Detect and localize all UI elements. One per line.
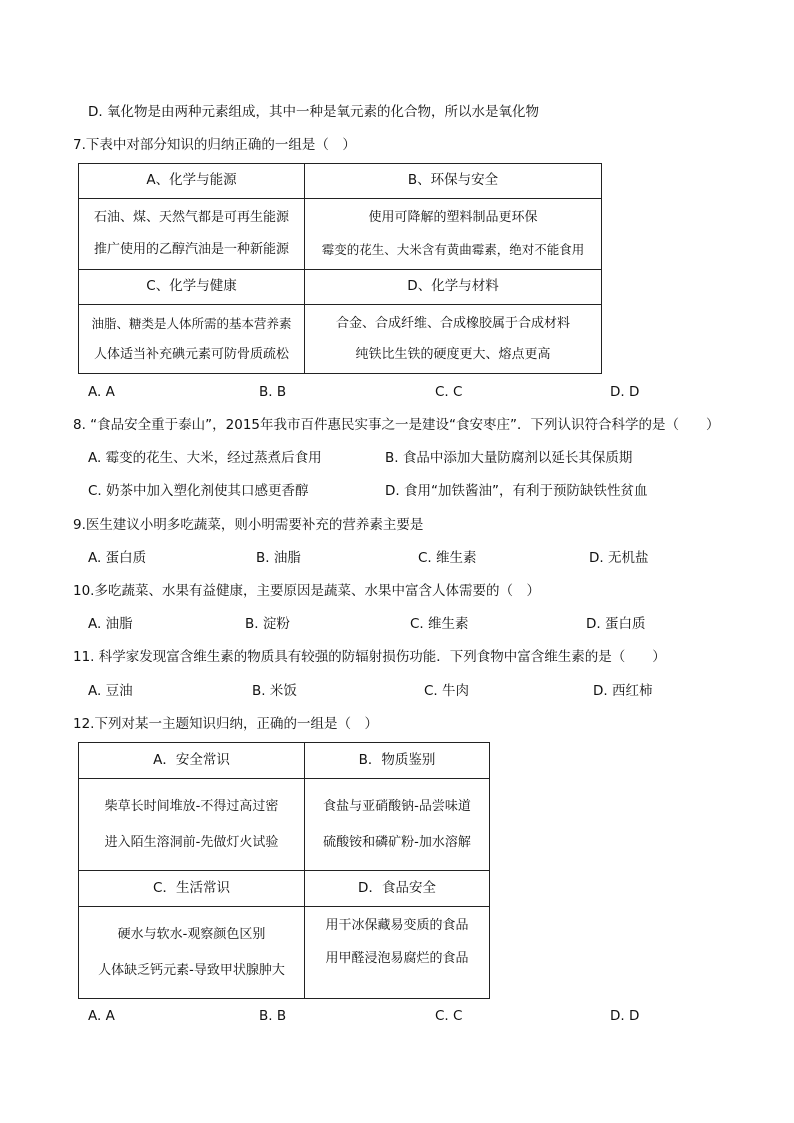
q7-table-a-line-1: 石油、煤、天然气都是可再生能源 [93, 210, 289, 225]
q7-table-c-line-2: 人体适当补充碘元素可防骨质疏松 [93, 347, 289, 362]
q7-table-a-body [79, 199, 305, 270]
q12-table-a-line-2: 进入陌生溶洞前-先做灯火试验 [104, 834, 279, 850]
q7-table-a-line-2: 推广使用的乙醇汽油是一种新能源 [93, 242, 289, 257]
q7-table-b-body [305, 199, 602, 270]
q12-table-d-line-2: 用甲醛浸泡易腐烂的食品 [325, 951, 469, 966]
q11-option-d: D. 西红柿 [593, 683, 653, 699]
q12-table-d-line-1: 用干冰保藏易变质的食品 [325, 918, 469, 933]
q12-table-d-body [305, 907, 490, 999]
q12-option-a: A. A [88, 1008, 115, 1024]
q12-table [78, 742, 490, 999]
q8-option-b: B. 食品中添加大量防腐剂以延长其保质期 [385, 450, 633, 466]
q10-option-d: D. 蛋白质 [586, 616, 646, 632]
q12-table-c-body [79, 907, 305, 999]
q12-table-d-head: D．食品安全 [305, 871, 490, 907]
q9-option-b: B. 油脂 [256, 550, 301, 566]
q9-stem: 9.医生建议小明多吃蔬菜，则小明需要补充的营养素主要是 [73, 517, 424, 533]
q11-stem: 11. 科学家发现富含维生素的物质具有较强的防辐射损伤功能．下列食物中富含维生素的是（ ） [73, 649, 666, 665]
q12-table-c-line-1: 硬水与软水-观察颜色区别 [117, 926, 266, 942]
q11-option-b: B. 米饭 [252, 683, 297, 699]
q6-option-d: D. 氧化物是由两种元素组成，其中一种是氧元素的化合物，所以水是氧化物 [88, 104, 539, 120]
q12-table-c-line-2: 人体缺乏钙元素-导致甲状腺肿大 [98, 962, 285, 978]
q12-table-a-head: A．安全常识 [79, 743, 305, 779]
q7-stem: 7.下表中对部分知识的归纳正确的一组是（ ） [73, 137, 356, 153]
q12-table-b-line-1: 食盐与亚硝酸钠-品尝味道 [323, 798, 471, 814]
q7-table [78, 163, 602, 374]
q10-option-b: B. 淀粉 [245, 616, 290, 632]
q10-stem: 10.多吃蔬菜、水果有益健康，主要原因是蔬菜、水果中富含人体需要的（ ） [73, 583, 540, 599]
q7-table-d-body [305, 305, 602, 374]
q8-option-c: C. 奶茶中加入塑化剂使其口感更香醇 [88, 483, 309, 499]
q10-option-a: A. 油脂 [88, 616, 133, 632]
q12-table-b-head: B．物质鉴别 [305, 743, 490, 779]
q7-table-c-body [79, 305, 305, 374]
q11-option-a: A. 豆油 [88, 683, 133, 699]
q8-option-d: D. 食用“加铁酱油”，有利于预防缺铁性贫血 [385, 483, 648, 499]
q7-table-d-line-1: 合金、合成纤维、合成橡胶属于合成材料 [335, 316, 570, 331]
q7-table-c-line-1: 油脂、糖类是人体所需的基本营养素 [91, 316, 292, 331]
q9-option-d: D. 无机盐 [589, 550, 649, 566]
q11-option-c: C. 牛肉 [424, 683, 470, 699]
q12-stem: 12.下列对某一主题知识归纳，正确的一组是（ ） [73, 716, 378, 732]
q9-option-c: C. 维生素 [418, 550, 477, 566]
q12-table-a-line-1: 柴草长时间堆放-不得过高过密 [104, 798, 279, 814]
q7-option-d: D. D [610, 384, 640, 400]
q12-table-c-head: C．生活常识 [79, 871, 305, 907]
q7-table-d-line-2: 纯铁比生铁的硬度更大、熔点更高 [355, 347, 551, 362]
q7-table-c-head: C、化学与健康 [79, 270, 305, 305]
q7-option-b: B. B [259, 384, 287, 400]
q8-stem: 8. “食品安全重于泰山”，2015年我市百件惠民实事之一是建设“食安枣庄”．下列认识符合科学的是（ ） [73, 417, 720, 433]
q7-table-a-head: A、化学与能源 [79, 164, 305, 199]
q8-option-a: A. 霉变的花生、大米，经过蒸煮后食用 [88, 450, 322, 466]
q9-option-a: A. 蛋白质 [88, 550, 147, 566]
q12-table-a-body [79, 779, 305, 871]
q12-option-d: D. D [610, 1008, 640, 1024]
q7-table-d-head: D、化学与材料 [305, 270, 602, 305]
q7-option-c: C. C [435, 384, 463, 400]
q12-option-c: C. C [435, 1008, 463, 1024]
q10-option-c: C. 维生素 [410, 616, 469, 632]
q7-table-b-head: B、环保与安全 [305, 164, 602, 199]
q12-table-b-body [305, 779, 490, 871]
q12-option-b: B. B [259, 1008, 287, 1024]
q7-option-a: A. A [88, 384, 115, 400]
q7-table-b-line-2: 霉变的花生、大米含有黄曲霉素，绝对不能食用 [321, 242, 585, 257]
q7-table-b-line-1: 使用可降解的塑料制品更环保 [368, 210, 538, 225]
q12-table-b-line-2: 硫酸铵和磷矿粉-加水溶解 [323, 834, 471, 850]
